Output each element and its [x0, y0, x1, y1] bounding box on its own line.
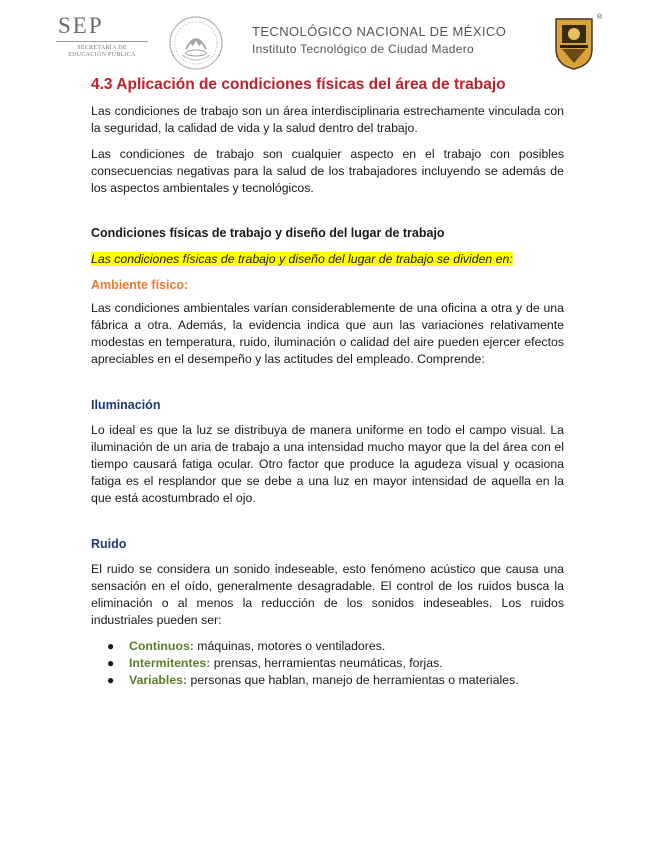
- ruido-paragraph: El ruido se considera un sonido indeseable, esto fenómeno acústico que causa una sensación en el oído, generalmente desagradable. El control de los ruidos busca la eliminación o al menos la reducción de los sonidos indeseables. Los ruidos industriales pueden ser:: [91, 562, 564, 627]
- sep-subtitle-line-1: SECRETARÍA DE: [77, 45, 127, 51]
- list-item-desc: prensas, herramientas neumáticas, forjas.: [210, 656, 443, 670]
- intro-paragraph-1: Las condiciones de trabajo son un área interdisciplinaria estrechamente vinculada con la seguridad, la calidad de vida y la salud dentro del trabajo.: [91, 104, 564, 135]
- subsection-heading: Condiciones físicas de trabajo y diseño del lugar de trabajo: [91, 226, 445, 240]
- page-header: [52, 12, 612, 74]
- institution-block: [252, 24, 572, 57]
- institution-name: TECNOLÓGICO NACIONAL DE MÉXICO: [252, 24, 507, 39]
- sep-divider: [56, 41, 148, 42]
- document-body: [91, 75, 564, 689]
- list-item-term: Variables:: [129, 673, 188, 687]
- bullet-icon: ●: [107, 673, 115, 687]
- list-item-desc: máquinas, motores o ventiladores.: [193, 639, 386, 653]
- bullet-icon: ●: [107, 639, 115, 653]
- list-item-term: Continuos:: [129, 639, 194, 653]
- campus-name: Instituto Tecnológico de Ciudad Madero: [252, 42, 474, 56]
- list-item-term: Intermitentes:: [129, 656, 211, 670]
- spacer: [91, 516, 564, 536]
- spacer: [91, 377, 564, 397]
- bullet-icon: ●: [107, 656, 115, 670]
- list-item: [107, 672, 564, 689]
- iluminacion-paragraph: Lo ideal es que la luz se distribuya de manera uniforme en todo el campo visual. La iluminación de un aria de trabajo a una intensidad mucho mayor que la del área con el tiempo causará fatiga ocular. Otro factor que produce la agudeza visual y ocasiona fatiga es el resplandor que se debe a una luz en mayor intensidad de aquella en la que está acostumbrado el ojo.: [91, 423, 564, 505]
- highlighted-text: Las condiciones físicas de trabajo y diseño del lugar de trabajo se dividen en:: [91, 252, 513, 266]
- ruido-heading: Ruido: [91, 537, 127, 551]
- ambiente-heading: Ambiente físico:: [91, 278, 189, 292]
- registered-mark: ®: [597, 14, 603, 21]
- noise-types-list: [91, 638, 564, 689]
- spacer: [91, 206, 564, 225]
- list-item: [107, 655, 564, 672]
- list-item: [107, 638, 564, 655]
- intro-paragraph-2: Las condiciones de trabajo son cualquier aspecto en el trabajo con posibles consecuencias negativas para la salud de los trabajadores incluyendo se además de los aspectos ambientales y tecnológicos.: [91, 147, 564, 195]
- highlight-paragraph: [91, 251, 564, 268]
- list-item-desc: personas que hablan, manejo de herramientas o materiales.: [187, 673, 519, 687]
- sep-subtitle-line-2: EDUCACIÓN PÚBLICA: [68, 52, 136, 58]
- iluminacion-heading: Iluminación: [91, 398, 161, 412]
- ambiente-paragraph: Las condiciones ambientales varían considerablemente de una oficina a otra y de una fábrica a otra. Además, la evidencia indica que aun las variaciones relativamente modestas en temperatura, ruido, iluminación o calidad del aire pueden ejercer efectos apreciables en el desempeño y las actitudes del empleado. Comprende:: [91, 301, 564, 366]
- mexico-seal-icon: [168, 15, 224, 71]
- section-title: 4.3 Aplicación de condiciones físicas del área de trabajo: [91, 76, 506, 93]
- sep-logo: [52, 14, 152, 59]
- sep-wordmark: SEP: [58, 13, 104, 38]
- itcm-logo-icon: [552, 15, 596, 71]
